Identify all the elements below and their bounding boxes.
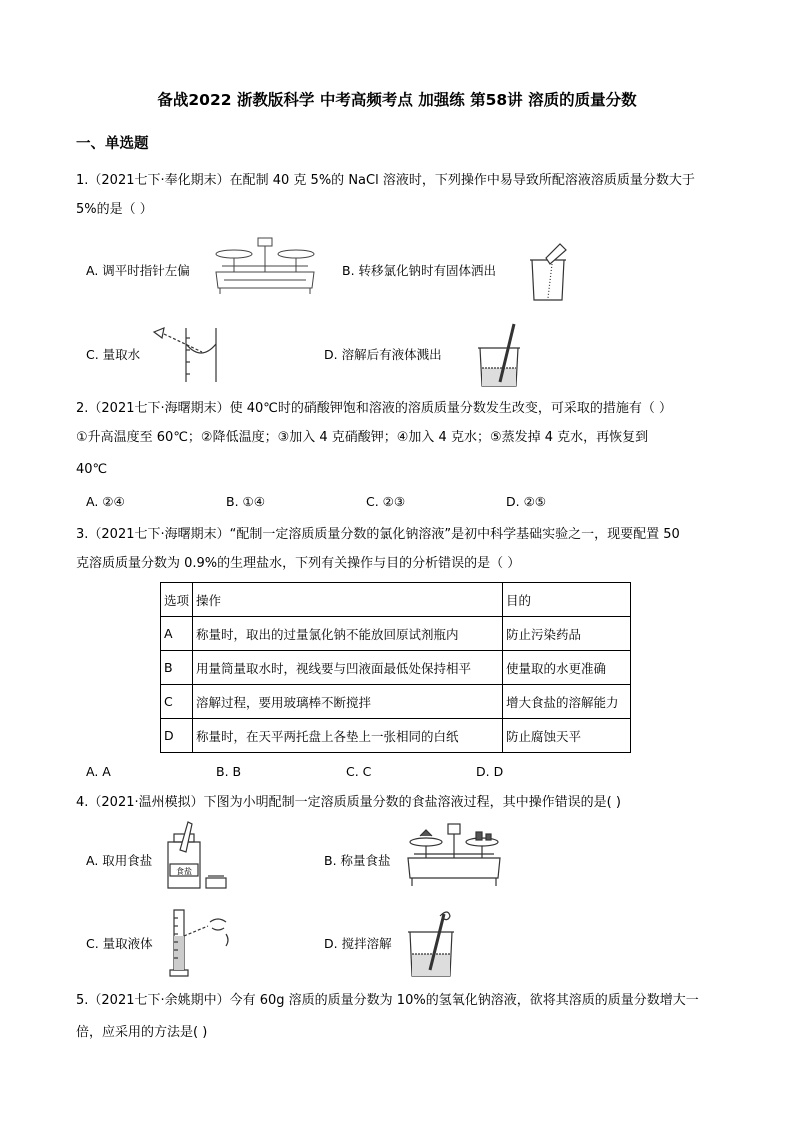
- table-cell: 防止腐蚀天平: [503, 719, 631, 753]
- table-cell: 称量时，在天平两托盘上各垫上一张相同的白纸: [193, 719, 503, 753]
- q2-option-a[interactable]: A. ②④: [86, 494, 125, 509]
- table-row: [161, 617, 631, 651]
- q2-option-d[interactable]: D. ②⑤: [506, 494, 546, 509]
- q2-stem-line2: ①升高温度至 60℃；②降低温度；③加入 4 克硝酸钾；④加入 4 克水；⑤蒸发掉 4 克水，再恢复到: [76, 430, 649, 445]
- q5-stem-line1: 5.（2021七下·余姚期中）今有 60g 溶质的质量分数为 10%的氢氧化钠溶液，欲将其溶质的质量分数增大一: [76, 993, 699, 1008]
- q5-stem-line2: 倍，应采用的方法是( ): [76, 1025, 208, 1040]
- q1-stem-line2: 5%的是（ ）: [76, 202, 153, 217]
- q3-options-table: [160, 582, 631, 753]
- table-cell: A: [161, 617, 193, 651]
- table-cell: D: [161, 719, 193, 753]
- beaker-stirring-figure: [474, 322, 524, 388]
- q1-option-a[interactable]: A. 调平时指针左偏: [86, 263, 190, 278]
- q4-option-b[interactable]: B. 称量食盐: [324, 853, 391, 868]
- table-row: [161, 685, 631, 719]
- table-cell: 溶解过程，要用玻璃棒不断搅拌: [193, 685, 503, 719]
- beaker-pouring-figure: [526, 242, 572, 304]
- q3-option-b[interactable]: B. B: [216, 764, 242, 779]
- measuring-cylinder-reading-figure: [150, 326, 222, 384]
- table-row: [161, 719, 631, 753]
- cylinder-eye-reading-figure: [168, 906, 240, 978]
- table-cell: 用量筒量取水时，视线要与凹液面最低处保持相平: [193, 651, 503, 685]
- salt-bottle-figure: [160, 820, 232, 890]
- beaker-stirring-figure: [404, 904, 460, 978]
- q3-option-a[interactable]: A. A: [86, 764, 111, 779]
- q1-stem-line1: 1.（2021七下·奉化期末）在配制 40 克 5%的 NaCl 溶液时，下列操作中易导致所配溶液溶质质量分数大于: [76, 173, 695, 188]
- q2-option-b[interactable]: B. ①④: [226, 494, 265, 509]
- q3-option-c[interactable]: C. C: [346, 764, 372, 779]
- table-cell: 防止污染药品: [503, 617, 631, 651]
- page-title: 备战2022 浙教版科学 中考高频考点 加强练 第58讲 溶质的质量分数: [157, 91, 637, 109]
- q1-option-c[interactable]: C. 量取水: [86, 347, 141, 362]
- table-cell: 称量时，取出的过量氯化钠不能放回原试剂瓶内: [193, 617, 503, 651]
- table-header-cell: 目的: [503, 583, 631, 617]
- balance-weighing-figure: [406, 820, 502, 890]
- q2-stem-line1: 2.（2021七下·海曙期末）使 40℃时的硝酸钾饱和溶液的溶质质量分数发生改变，可采取的措施有（ ）: [76, 401, 673, 416]
- q4-option-a[interactable]: A. 取用食盐: [86, 853, 153, 868]
- table-row: [161, 651, 631, 685]
- q4-option-c[interactable]: C. 量取液体: [86, 936, 153, 951]
- table-cell: B: [161, 651, 193, 685]
- table-header-row: [161, 583, 631, 617]
- q3-option-d[interactable]: D. D: [476, 764, 504, 779]
- q4-stem-line1: 4.（2021·温州模拟）下图为小明配制一定溶质质量分数的食盐溶液过程，其中操作错误的是( ): [76, 795, 621, 810]
- q2-stem-line3: 40℃: [76, 462, 108, 477]
- q1-option-d[interactable]: D. 溶解后有液体溅出: [324, 347, 442, 362]
- balance-scale-figure: [212, 236, 318, 298]
- table-cell: C: [161, 685, 193, 719]
- table-header-cell: 操作: [193, 583, 503, 617]
- table-cell: 增大食盐的溶解能力: [503, 685, 631, 719]
- table-cell: 使量取的水更准确: [503, 651, 631, 685]
- q1-option-b[interactable]: B. 转移氯化钠时有固体洒出: [342, 263, 497, 278]
- bottle-label-text: 食盐: [176, 867, 192, 876]
- q2-option-c[interactable]: C. ②③: [366, 494, 406, 509]
- section-heading: 一、单选题: [76, 136, 149, 152]
- table-header-cell: 选项: [161, 583, 193, 617]
- q3-stem-line1: 3.（2021七下·海曙期末）“配制一定溶质质量分数的氯化钠溶液”是初中科学基础实验之一，现要配置 50: [76, 527, 680, 542]
- q3-stem-line2: 克溶质质量分数为 0.9%的生理盐水，下列有关操作与目的分析错误的是（ ）: [76, 556, 521, 571]
- q4-option-d[interactable]: D. 搅拌溶解: [324, 936, 392, 951]
